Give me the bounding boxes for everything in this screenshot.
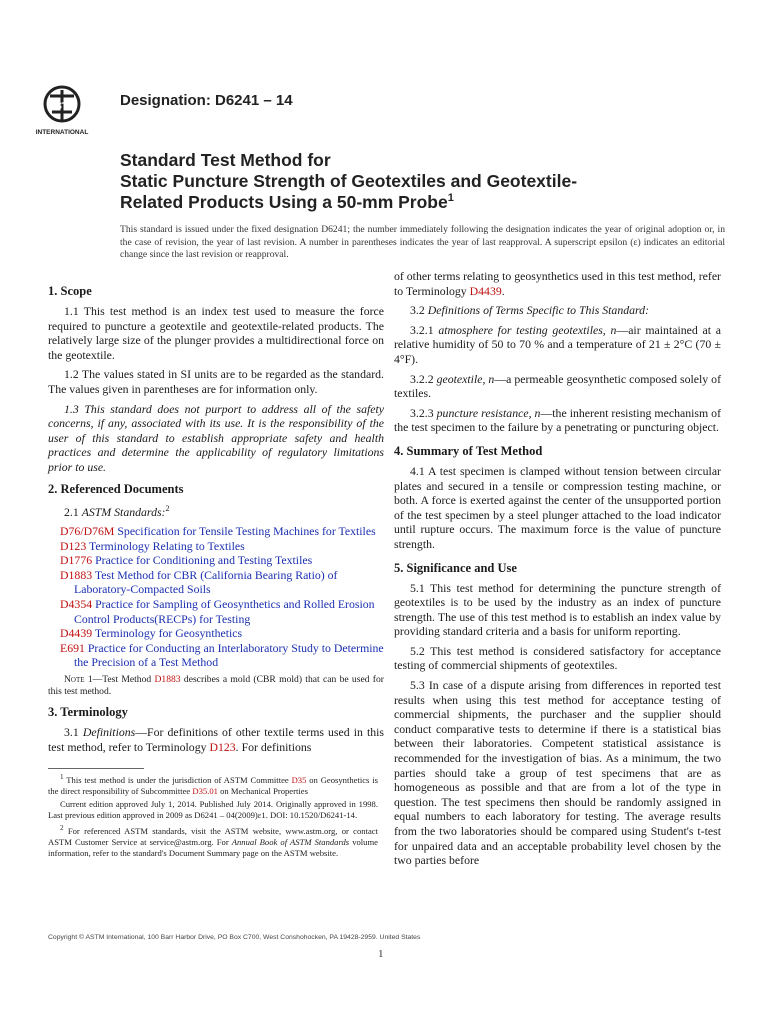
scope-heading: 1. Scope [48,284,92,298]
link-d4439[interactable]: D4439 [469,283,502,298]
paragraph-3-2-2: 3.2.2 geotextile, n—a permeable geosynthetic composed solely of textiles. [394,371,721,401]
referenced-documents-heading: 2. Referenced Documents [48,481,184,496]
copyright-footer: Copyright © ASTM International, 100 Barr Harbor Drive, PO Box C700, West Conshohocken, PA 19428-2959. United States [48,934,421,941]
footnotes [48,772,378,861]
title-line-2: Static Puncture Strength of Geotextiles and Geotextile- [120,171,578,191]
issuance-note: This standard is issued under the fixed designation D6241; the number immediately following the designation indicates the year of original adoption or, in the case of revision, the year of last revision. A number in parentheses indicates the year of last reapproval. A superscript epsilon (ε) indicates an editorial change since the last revision or reapproval. [120,224,725,260]
reference-item[interactable]: D4439 Terminology for Geosynthetics [60,626,243,641]
reference-item[interactable]: D1776 Practice for Conditioning and Testing Textiles [60,553,313,568]
paragraph-1-3: 1.3 This standard does not purport to address all of the safety concerns, if any, associated with its use. It is the responsibility of the user of this standard to establish appropriate safety and health practices and determine the applicability of regulatory limitations prior to use. [48,401,384,474]
footnote-divider [48,768,144,769]
paragraph-1-1: 1.1 This test method is an index test used to measure the force required to puncture a geotextile and geotextile-related products. The relatively large size of the plunger provides a multidirectional force on the geotextile. [48,304,384,362]
astm-logo [34,82,114,138]
reference-item[interactable]: E691 Practice for Conducting an Interlaboratory Study to Determine the Precision of a Test Method [60,640,384,670]
link-d123[interactable]: D123 [209,739,236,754]
paragraph-3-2-3: 3.2.3 puncture resistance, n—the inherent resisting mechanism of the test specimen to the failure by a penetrating or puncturing object. [394,405,722,435]
terminology-heading: 3. Terminology [48,704,128,719]
summary-heading: 4. Summary of Test Method [394,443,543,458]
reference-list [48,524,384,670]
reference-item[interactable]: D4354 Practice for Sampling of Geosynthetics and Rolled Erosion Control Products(RECPs) for Testing [60,597,375,626]
designation: Designation: D6241 – 14 [120,92,293,109]
svg-text:INTERNATIONAL: INTERNATIONAL [35,129,89,136]
paragraph-1-2: 1.2 The values stated in SI units are to be regarded as the standard. The values given in parentheses are for information only. [48,367,384,396]
paragraph-5-2: 5.2 This test method is considered satisfactory for acceptance testing of commercial shipments of geotextiles. [394,643,721,673]
paragraph-4-1: 4.1 A test specimen is clamped without tension between circular plates and secured in a tensile or compression testing machine, or both. A force is exerted against the center of the unsupported portion of the test specimen by a steel plunger attached to the load indicator until rupture occurs. The maximum force is the value of puncture strength. [394,463,721,551]
paragraph-3-2: 3.2 Definitions of Terms Specific to This Standard: [410,303,650,318]
title-line-3: Related Products Using a 50-mm Probe$^1$ [120,192,454,212]
footnote-1: $^1$ This test method is under the jurisdiction of ASTM Committee D35 on Geosynthetics is the direct responsibility of Subcommittee D35.01 on Mechanical Properties [48,773,378,796]
title-line-1: Standard Test Method for [120,150,331,170]
link-d35-01[interactable]: D35.01 [192,785,218,796]
left-column [48,284,384,759]
paragraph-3-1: 3.1 Definitions—For definitions of other textile terms used in this test method, refer to Terminology D123. For definitions [48,724,384,754]
link-d35[interactable]: D35 [291,774,307,785]
svg-text:ASTM: ASTM [49,101,75,111]
reference-item[interactable]: D1883 Test Method for CBR (California Bearing Ratio) of Laboratory-Compacted Soils [60,567,338,597]
paragraph-5-1: 5.1 This test method for determining the puncture strength of geotextiles is to be used by the industry as an index of puncture strength. The use of this test method is to establish an index value by providing standard criteria and a basis for uniform reporting. [394,580,721,639]
paragraph-2-1: 2.1 ASTM Standards:$^2$ [64,503,170,519]
reference-item[interactable]: D76/D76M Specification for Tensile Testing Machines for Textiles [60,524,376,539]
paragraph-5-3: 5.3 In case of a dispute arising from differences in reported test results when using this test method for acceptance testing of commercial shipments, the purchaser and the supplier should conduct comparative tests to determine if there is a statistical bias between their laboratories. Competent statistical assistance is recommended for the investigation of bias. As a minimum, the two parties should take a group of test specimens that are as homogeneous as possible and that are from a lot of the type in question. The test specimens then should be randomly assigned in equal numbers to each laboratory for testing. The average results from the two laboratories should be compared using Student's t-test for unpaired data and an acceptable probability level chosen by the two parties before [394,678,721,868]
right-column [394,269,722,873]
footnote-2: $^2$ For referenced ASTM standards, visit the ASTM website, www.astm.org, or contact ASTM Customer Service at service@astm.org. For Annual Book of ASTM Standards volume information, refer to the standard's Document Summary page on the ASTM website. [48,823,378,858]
document-title [120,150,720,213]
page-number: 1 [378,948,384,960]
reference-item[interactable]: D123 Terminology Relating to Textiles [60,538,245,553]
footnote-1-edition: Current edition approved July 1, 2014. Published July 2014. Originally approved in 1998. Last previous edition approved in 2009 as D6241 – 04(2009)ε1. DOI: 10.1520/D6241-14. [48,798,378,820]
paragraph-3-2-1: 3.2.1 atmosphere for testing geotextiles, n—air maintained at a relative humidity of 50 to 70 % and a temperature of 21 ± 2°C (70 ± 4°F). [394,322,721,366]
note-link-d1883[interactable]: D1883 [154,673,181,685]
significance-heading: 5. Significance and Use [394,560,517,575]
note-1: Note 1—Test Method D1883 describes a mold (CBR mold) that can be used for this test method. [48,673,384,697]
paragraph-3-1-continued: of other terms relating to geosynthetics used in this test method, refer to Terminology D4439. [394,269,721,298]
